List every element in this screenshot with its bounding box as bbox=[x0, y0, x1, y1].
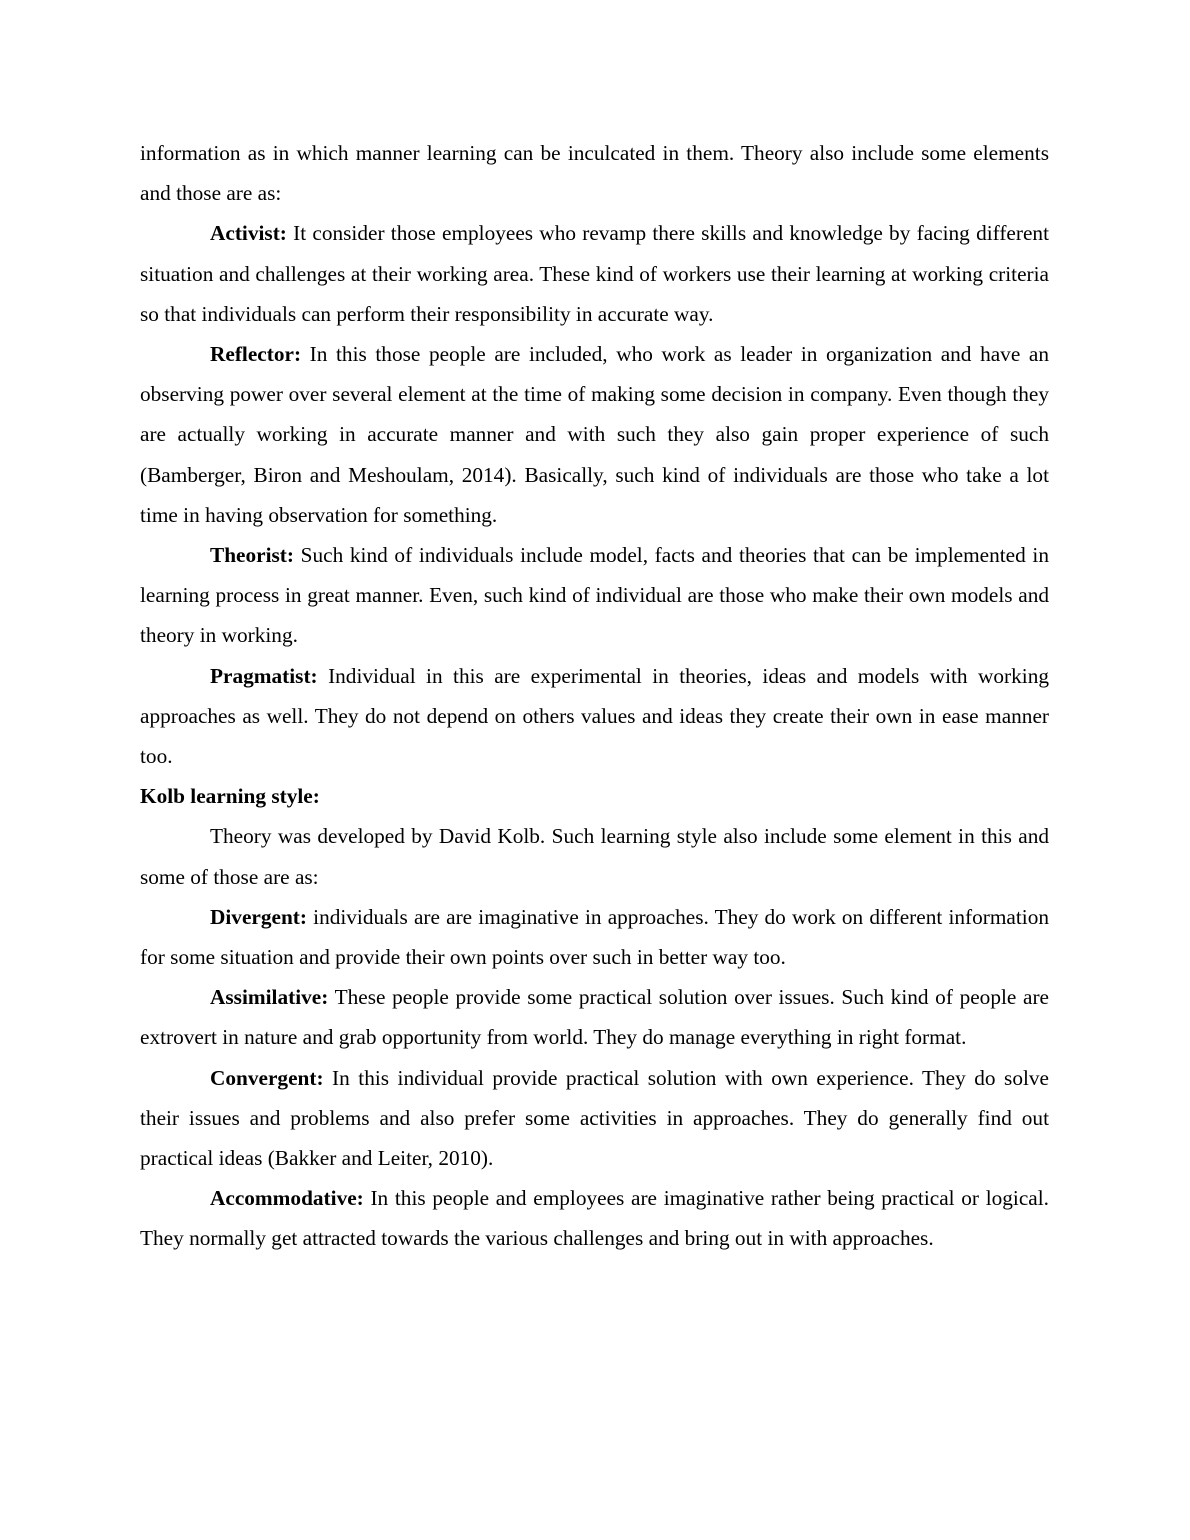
document-page bbox=[140, 133, 1049, 1259]
kolb-intro-paragraph bbox=[140, 816, 1049, 896]
convergent-term: Convergent: bbox=[210, 1065, 324, 1090]
divergent-paragraph bbox=[140, 897, 1049, 977]
theorist-paragraph bbox=[140, 535, 1049, 656]
pragmatist-text: Individual in this are experimental in theories, ideas and models with working approaches as well. They do not depend on others values and ideas they create their own in ease manner too. bbox=[140, 663, 1049, 769]
theorist-text: Such kind of individuals include model, facts and theories that can be implemented in learning process in great manner. Even, such kind of individual are those who make their own models and theory in working. bbox=[140, 543, 1049, 648]
convergent-paragraph bbox=[140, 1058, 1049, 1179]
kolb-intro-text: Theory was developed by David Kolb. Such learning style also include some element in this and some of those are as: bbox=[140, 824, 1049, 889]
reflector-term: Reflector: bbox=[210, 342, 302, 367]
pragmatist-paragraph bbox=[140, 656, 1049, 777]
activist-paragraph bbox=[140, 213, 1049, 334]
assimilative-paragraph bbox=[140, 977, 1049, 1057]
activist-text: It consider those employees who revamp there skills and knowledge by facing different situation and challenges at their working area. These kind of workers use their learning at working criteria so that individuals can perform their responsibility in accurate way. bbox=[140, 221, 1049, 326]
accommodative-text: In this people and employees are imaginative rather being practical or logical. They normally get attracted towards the various challenges and bring out in with approaches. bbox=[140, 1186, 1049, 1251]
pragmatist-term: Pragmatist: bbox=[210, 663, 318, 688]
divergent-text: individuals are are imaginative in approaches. They do work on different information for some situation and provide their own points over such in better way too. bbox=[140, 904, 1049, 970]
assimilative-term: Assimilative: bbox=[210, 985, 329, 1010]
divergent-term: Divergent: bbox=[210, 904, 307, 929]
intro-paragraph bbox=[140, 133, 1049, 213]
intro-text: information as in which manner learning can be inculcated in them. Theory also include some elements and those are as: bbox=[140, 141, 1049, 206]
reflector-paragraph bbox=[140, 334, 1049, 535]
kolb-heading: Kolb learning style: bbox=[140, 784, 320, 809]
assimilative-text: These people provide some practical solution over issues. Such kind of people are extrovert in nature and grab opportunity from world. They do manage everything in right format. bbox=[140, 985, 1049, 1050]
convergent-text: In this individual provide practical solution with own experience. They do solve their issues and problems and also prefer some activities in approaches. They do generally find out practical ideas (Bakker and Leiter, 2010). bbox=[140, 1065, 1049, 1171]
reflector-text: In this those people are included, who work as leader in organization and have an observing power over several element at the time of making some decision in company. Even though they are actually working in accurate manner and with such they also gain proper experience of such (Bamberger, Biron and Meshoulam, 2014). Basically, such kind of individuals are those who take a lot time in having observation for something. bbox=[140, 342, 1049, 527]
accommodative-paragraph bbox=[140, 1178, 1049, 1258]
activist-term: Activist: bbox=[210, 221, 287, 246]
accommodative-term: Accommodative: bbox=[210, 1186, 364, 1211]
theorist-term: Theorist: bbox=[210, 543, 294, 568]
